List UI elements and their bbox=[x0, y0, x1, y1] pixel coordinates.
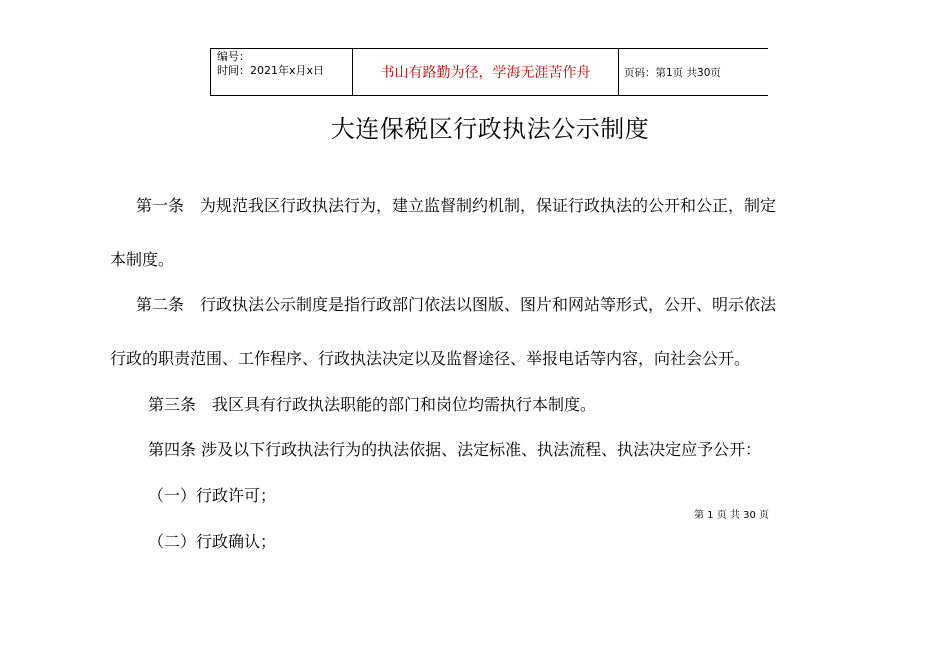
header-slogan-cell bbox=[353, 49, 619, 95]
header-meta-cell bbox=[210, 49, 353, 95]
document-title: 大连保税区行政执法公示制度 bbox=[330, 115, 650, 143]
paragraph-article-3: 第三条 我区具有行政执法职能的部门和岗位均需执行本制度。 bbox=[148, 395, 597, 414]
paragraph-article-1-cont: 本制度。 bbox=[110, 250, 175, 269]
paragraph-article-4: 第四条 涉及以下行政执法行为的执法依据、法定标准、执法流程、执法决定应予公开： bbox=[148, 440, 762, 459]
footer-page-number: 第 1 页 共 30 页 bbox=[694, 510, 769, 521]
paragraph-article-2: 第二条 行政执法公示制度是指行政部门依法以图版、图片和网站等形式，公开、明示依法 bbox=[136, 295, 777, 314]
list-item-2: （二）行政确认； bbox=[148, 532, 277, 551]
number-label: 编号： bbox=[217, 50, 250, 63]
time-label: 时间：2021年x月x日 bbox=[217, 64, 325, 77]
paragraph-article-2-cont: 行政的职责范围、工作程序、行政执法决定以及监督途径、举报电话等内容，向社会公开。 bbox=[110, 349, 751, 368]
paragraph-article-1: 第一条 为规范我区行政执法行为，建立监督制约机制，保证行政执法的公开和公正，制定 bbox=[136, 196, 777, 215]
page-label: 页码：第1页 共30页 bbox=[624, 66, 721, 79]
list-item-1: （一）行政许可； bbox=[148, 486, 277, 505]
slogan: 书山有路勤为径，学海无涯苦作舟 bbox=[380, 65, 591, 81]
header-table bbox=[210, 48, 768, 96]
header-page-cell bbox=[619, 49, 768, 95]
